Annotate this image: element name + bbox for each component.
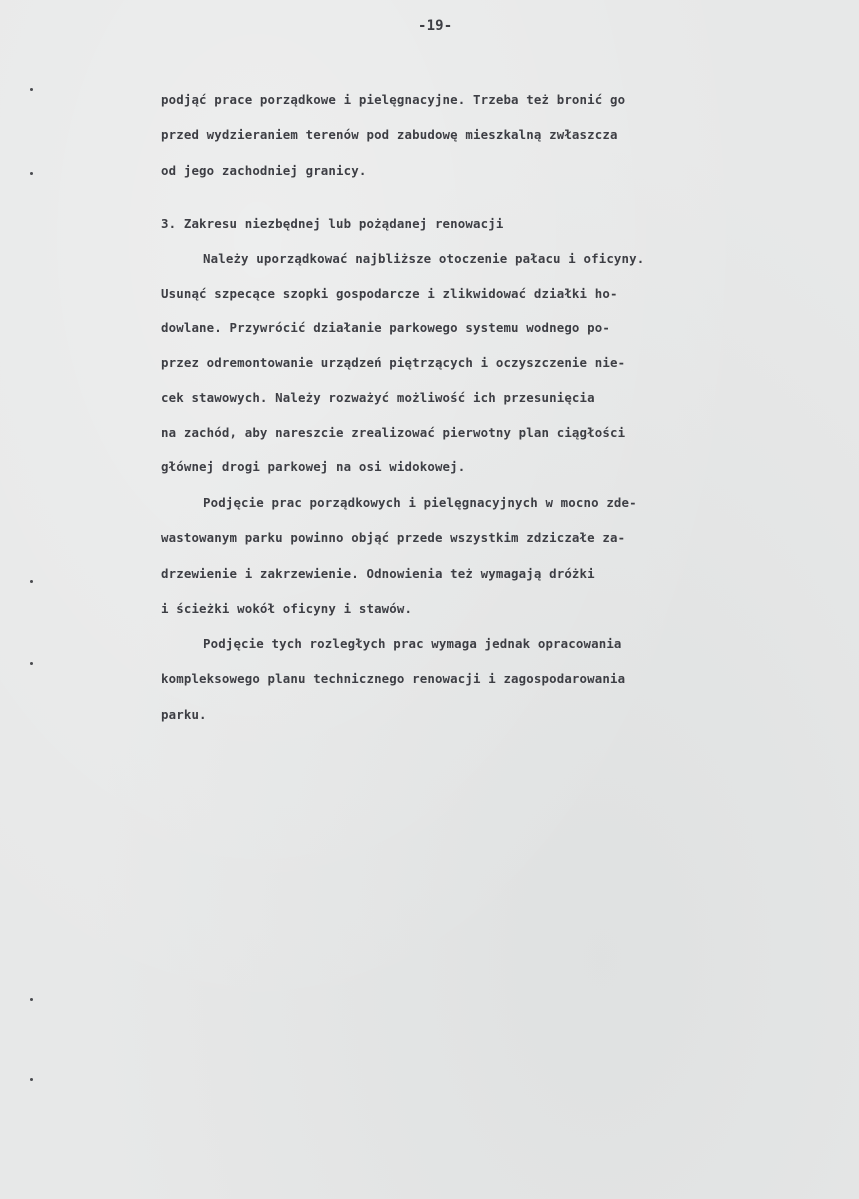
text-line: drzewienie i zakrzewienie. Odnowienia też wymagają dróżki [161,566,595,581]
margin-mark [30,998,33,1001]
section-heading: 3. Zakresu niezbędnej lub pożądanej renowacji [161,216,504,231]
margin-mark [30,580,33,583]
text-line: od jego zachodniej granicy. [161,163,367,178]
text-line: cek stawowych. Należy rozważyć możliwość ich przesunięcia [161,390,595,405]
text-line: Podjęcie prac porządkowych i pielęgnacyjnych w mocno zde- [203,495,637,510]
text-line: Należy uporządkować najbliższe otoczenie pałacu i oficyny. [203,251,645,266]
text-line: dowlane. Przywrócić działanie parkowego systemu wodnego po- [161,320,610,335]
text-line: kompleksowego planu technicznego renowacji i zagospodarowania [161,671,626,686]
text-line: Usunąć szpecące szopki gospodarcze i zlikwidować działki ho- [161,286,618,301]
margin-mark [30,172,33,175]
margin-mark [30,662,33,665]
text-line: głównej drogi parkowej na osi widokowej. [161,459,466,474]
page-number: -19- [418,18,453,34]
text-line: parku. [161,707,207,722]
text-line: Podjęcie tych rozległych prac wymaga jednak opracowania [203,636,622,651]
margin-mark [30,1078,33,1081]
text-line: przez odremontowanie urządzeń piętrzących i oczyszczenie nie- [161,355,626,370]
text-line: przed wydzieraniem terenów pod zabudowę mieszkalną zwłaszcza [161,127,618,142]
margin-mark [30,88,33,91]
text-line: podjąć prace porządkowe i pielęgnacyjne. Trzeba też bronić go [161,92,626,107]
text-line: i ścieżki wokół oficyny i stawów. [161,601,413,616]
text-line: wastowanym parku powinno objąć przede wszystkim zdziczałe za- [161,530,626,545]
text-line: na zachód, aby nareszcie zrealizować pierwotny plan ciągłości [161,425,626,440]
